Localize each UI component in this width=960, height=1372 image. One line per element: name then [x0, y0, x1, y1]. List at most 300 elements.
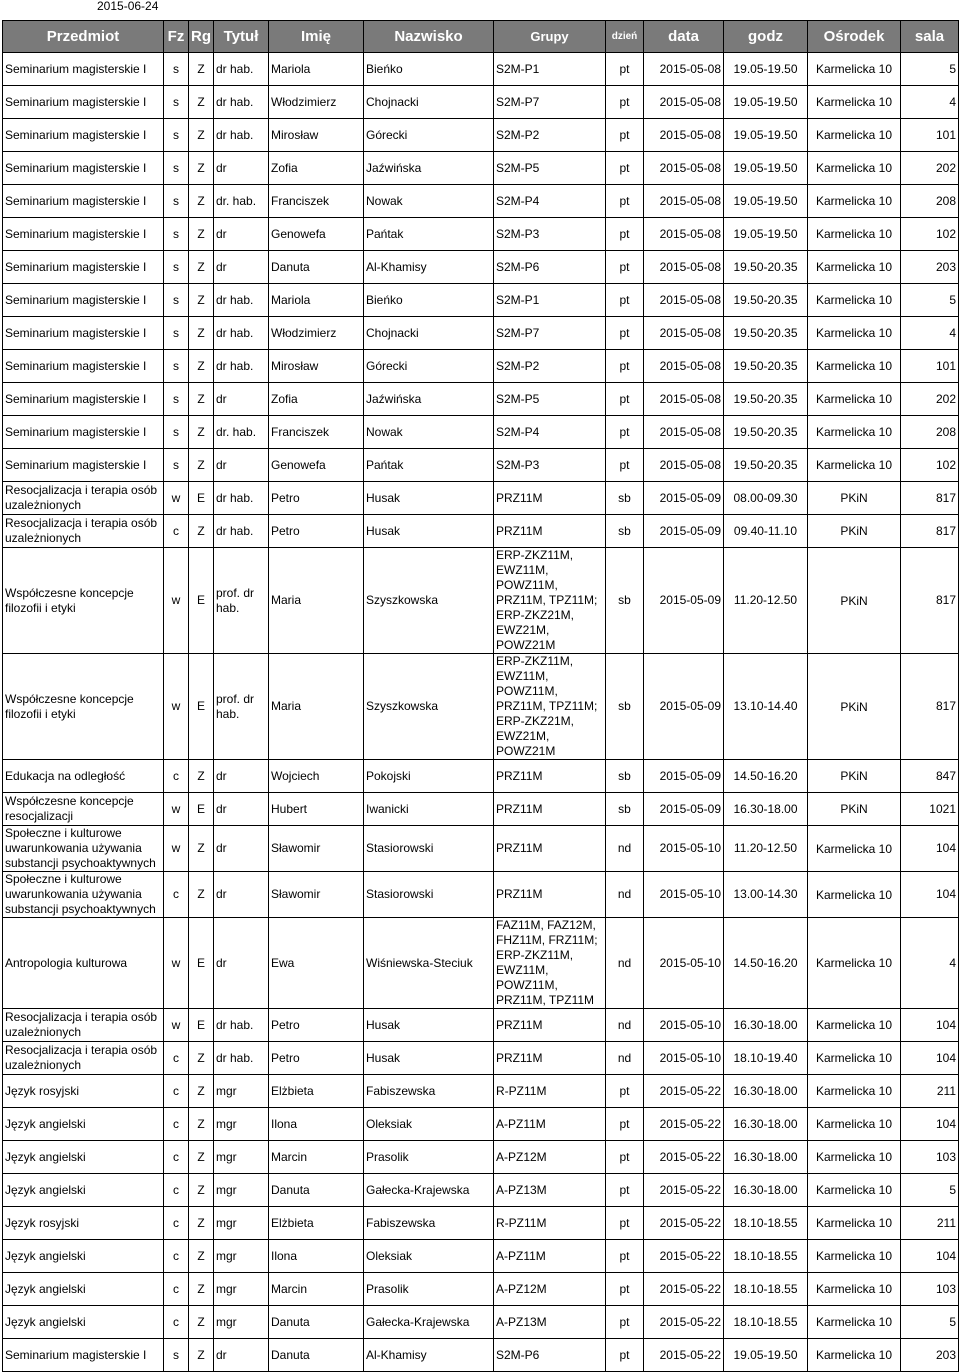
cell-sala: 208 [901, 185, 959, 218]
cell-przedmiot: Społeczne i kulturowe uwarunkowania używania substancji psychoaktywnych [3, 872, 164, 918]
cell-godz: 09.40-11.10 [724, 515, 808, 548]
cell-rg: Z [189, 251, 214, 284]
cell-sala: 4 [901, 317, 959, 350]
cell-dzien: pt [606, 383, 644, 416]
cell-godz: 19.50-20.35 [724, 284, 808, 317]
cell-osrodek: Karmelicka 10 [808, 218, 901, 251]
cell-godz: 18.10-18.55 [724, 1207, 808, 1240]
cell-osrodek: Karmelicka 10 [808, 53, 901, 86]
cell-grupy: FAZ11M, FAZ12M, FHZ11M, FRZ11M; ERP-ZKZ11M, EWZ11M, POWZ11M, PRZ11M, TPZ11M [494, 918, 606, 1009]
cell-przedmiot: Język angielski [3, 1240, 164, 1273]
cell-nazwisko: Pańtak [364, 449, 494, 482]
cell-przedmiot: Język rosyjski [3, 1207, 164, 1240]
cell-imie: Franciszek [269, 416, 364, 449]
cell-fz: w [164, 548, 189, 654]
cell-nazwisko: Pokojski [364, 760, 494, 793]
cell-nazwisko: Wiśniewska-Steciuk [364, 918, 494, 1009]
table-row [3, 251, 959, 284]
cell-tytul: dr [214, 826, 269, 872]
cell-godz: 13.00-14.30 [724, 872, 808, 918]
header-data: data [644, 21, 724, 53]
cell-grupy: PRZ11M [494, 482, 606, 515]
table-row [3, 86, 959, 119]
cell-imie: Marcin [269, 1141, 364, 1174]
cell-fz: c [164, 1042, 189, 1075]
header-rg: Rg [189, 21, 214, 53]
cell-osrodek: PKiN [808, 793, 901, 826]
cell-tytul: dr [214, 251, 269, 284]
cell-tytul: dr [214, 152, 269, 185]
cell-data: 2015-05-22 [644, 1174, 724, 1207]
cell-grupy: S2M-P1 [494, 284, 606, 317]
cell-przedmiot: Seminarium magisterskie I [3, 284, 164, 317]
table-row [3, 449, 959, 482]
cell-data: 2015-05-08 [644, 152, 724, 185]
cell-sala: 817 [901, 482, 959, 515]
cell-nazwisko: Al-Khamisy [364, 1339, 494, 1372]
cell-tytul: dr. hab. [214, 416, 269, 449]
cell-dzien: sb [606, 793, 644, 826]
cell-dzien: pt [606, 350, 644, 383]
cell-dzien: pt [606, 1240, 644, 1273]
cell-grupy: S2M-P3 [494, 218, 606, 251]
cell-rg: Z [189, 826, 214, 872]
cell-tytul: dr. hab. [214, 185, 269, 218]
cell-dzien: sb [606, 760, 644, 793]
cell-godz: 16.30-18.00 [724, 1141, 808, 1174]
cell-nazwisko: Chojnacki [364, 317, 494, 350]
cell-osrodek: Karmelicka 10 [808, 872, 901, 918]
cell-imie: Mariola [269, 53, 364, 86]
cell-przedmiot: Resocjalizacja i terapia osób uzależnionych [3, 515, 164, 548]
cell-tytul: mgr [214, 1174, 269, 1207]
cell-tytul: dr hab. [214, 515, 269, 548]
cell-fz: w [164, 654, 189, 760]
cell-godz: 16.30-18.00 [724, 793, 808, 826]
cell-rg: Z [189, 383, 214, 416]
cell-data: 2015-05-08 [644, 449, 724, 482]
cell-tytul: mgr [214, 1141, 269, 1174]
cell-grupy: A-PZ12M [494, 1273, 606, 1306]
cell-nazwisko: Gałecka-Krajewska [364, 1306, 494, 1339]
cell-grupy: ERP-ZKZ11M, EWZ11M, POWZ11M, PRZ11M, TPZ11M; ERP-ZKZ21M, EWZ21M, POWZ21M [494, 654, 606, 760]
cell-rg: Z [189, 1207, 214, 1240]
cell-imie: Danuta [269, 1174, 364, 1207]
cell-nazwisko: Nowak [364, 416, 494, 449]
header-grupy: Grupy [494, 21, 606, 53]
cell-osrodek: Karmelicka 10 [808, 918, 901, 1009]
cell-data: 2015-05-08 [644, 218, 724, 251]
cell-grupy: PRZ11M [494, 760, 606, 793]
cell-fz: s [164, 86, 189, 119]
cell-dzien: pt [606, 1174, 644, 1207]
cell-przedmiot: Seminarium magisterskie I [3, 86, 164, 119]
cell-data: 2015-05-09 [644, 793, 724, 826]
table-row [3, 482, 959, 515]
cell-nazwisko: Nowak [364, 185, 494, 218]
cell-osrodek: Karmelicka 10 [808, 1075, 901, 1108]
table-row [3, 152, 959, 185]
cell-przedmiot: Seminarium magisterskie I [3, 317, 164, 350]
cell-sala: 104 [901, 872, 959, 918]
cell-fz: w [164, 1009, 189, 1042]
cell-dzien: pt [606, 251, 644, 284]
cell-grupy: PRZ11M [494, 793, 606, 826]
cell-imie: Petro [269, 1042, 364, 1075]
cell-nazwisko: Prasolik [364, 1141, 494, 1174]
cell-fz: s [164, 1339, 189, 1372]
cell-fz: c [164, 1306, 189, 1339]
cell-sala: 104 [901, 1240, 959, 1273]
cell-godz: 19.50-20.35 [724, 350, 808, 383]
cell-osrodek: Karmelicka 10 [808, 1306, 901, 1339]
cell-sala: 5 [901, 1306, 959, 1339]
cell-tytul: mgr [214, 1306, 269, 1339]
cell-fz: w [164, 793, 189, 826]
cell-tytul: mgr [214, 1273, 269, 1306]
table-row [3, 416, 959, 449]
cell-sala: 104 [901, 826, 959, 872]
cell-dzien: sb [606, 515, 644, 548]
cell-nazwisko: Prasolik [364, 1273, 494, 1306]
cell-imie: Petro [269, 515, 364, 548]
table-row [3, 53, 959, 86]
cell-fz: s [164, 284, 189, 317]
cell-przedmiot: Seminarium magisterskie I [3, 185, 164, 218]
header-fz: Fz [164, 21, 189, 53]
cell-rg: Z [189, 515, 214, 548]
cell-dzien: pt [606, 53, 644, 86]
cell-fz: c [164, 1141, 189, 1174]
cell-rg: E [189, 793, 214, 826]
cell-osrodek: PKiN [808, 515, 901, 548]
cell-fz: s [164, 416, 189, 449]
cell-imie: Genowefa [269, 218, 364, 251]
cell-fz: c [164, 1174, 189, 1207]
cell-imie: Mirosław [269, 350, 364, 383]
cell-sala: 104 [901, 1009, 959, 1042]
cell-tytul: mgr [214, 1207, 269, 1240]
cell-godz: 18.10-18.55 [724, 1306, 808, 1339]
cell-fz: w [164, 482, 189, 515]
cell-osrodek: Karmelicka 10 [808, 826, 901, 872]
cell-dzien: sb [606, 482, 644, 515]
cell-fz: s [164, 383, 189, 416]
cell-godz: 19.50-20.35 [724, 383, 808, 416]
cell-tytul: prof. dr hab. [214, 654, 269, 760]
cell-fz: s [164, 449, 189, 482]
cell-sala: 102 [901, 449, 959, 482]
cell-imie: Zofia [269, 152, 364, 185]
cell-tytul: dr hab. [214, 1042, 269, 1075]
cell-grupy: S2M-P3 [494, 449, 606, 482]
cell-imie: Petro [269, 1009, 364, 1042]
cell-sala: 202 [901, 152, 959, 185]
table-row [3, 548, 959, 654]
cell-tytul: mgr [214, 1240, 269, 1273]
cell-nazwisko: Górecki [364, 350, 494, 383]
cell-rg: Z [189, 1174, 214, 1207]
cell-grupy: PRZ11M [494, 872, 606, 918]
cell-data: 2015-05-08 [644, 86, 724, 119]
table-row [3, 515, 959, 548]
cell-sala: 104 [901, 1042, 959, 1075]
cell-grupy: A-PZ11M [494, 1108, 606, 1141]
cell-grupy: S2M-P5 [494, 383, 606, 416]
cell-dzien: pt [606, 317, 644, 350]
cell-nazwisko: Iwanicki [364, 793, 494, 826]
cell-osrodek: Karmelicka 10 [808, 317, 901, 350]
cell-imie: Petro [269, 482, 364, 515]
cell-imie: Ilona [269, 1108, 364, 1141]
cell-data: 2015-05-08 [644, 185, 724, 218]
cell-grupy: ERP-ZKZ11M, EWZ11M, POWZ11M, PRZ11M, TPZ11M; ERP-ZKZ21M, EWZ21M, POWZ21M [494, 548, 606, 654]
cell-nazwisko: Husak [364, 482, 494, 515]
cell-data: 2015-05-10 [644, 1042, 724, 1075]
cell-rg: Z [189, 872, 214, 918]
cell-tytul: dr hab. [214, 482, 269, 515]
cell-osrodek: Karmelicka 10 [808, 119, 901, 152]
cell-tytul: dr hab. [214, 1009, 269, 1042]
cell-data: 2015-05-22 [644, 1240, 724, 1273]
cell-imie: Danuta [269, 1339, 364, 1372]
cell-dzien: pt [606, 1075, 644, 1108]
cell-dzien: pt [606, 218, 644, 251]
table-row [3, 1174, 959, 1207]
cell-grupy: S2M-P5 [494, 152, 606, 185]
cell-tytul: dr [214, 793, 269, 826]
cell-imie: Marcin [269, 1273, 364, 1306]
cell-godz: 19.05-19.50 [724, 53, 808, 86]
cell-osrodek: Karmelicka 10 [808, 152, 901, 185]
header-imie: Imię [269, 21, 364, 53]
header-row [3, 21, 959, 53]
cell-grupy: S2M-P4 [494, 416, 606, 449]
cell-godz: 16.30-18.00 [724, 1108, 808, 1141]
cell-grupy: A-PZ13M [494, 1174, 606, 1207]
cell-dzien: pt [606, 1273, 644, 1306]
cell-tytul: dr [214, 872, 269, 918]
cell-data: 2015-05-10 [644, 1009, 724, 1042]
cell-nazwisko: Al-Khamisy [364, 251, 494, 284]
cell-data: 2015-05-08 [644, 350, 724, 383]
cell-data: 2015-05-22 [644, 1207, 724, 1240]
cell-data: 2015-05-09 [644, 515, 724, 548]
cell-fz: w [164, 826, 189, 872]
cell-osrodek: Karmelicka 10 [808, 350, 901, 383]
cell-osrodek: Karmelicka 10 [808, 86, 901, 119]
cell-imie: Danuta [269, 1306, 364, 1339]
cell-rg: E [189, 654, 214, 760]
cell-sala: 817 [901, 654, 959, 760]
cell-rg: Z [189, 449, 214, 482]
table-row [3, 119, 959, 152]
cell-nazwisko: Stasiorowski [364, 872, 494, 918]
cell-data: 2015-05-08 [644, 416, 724, 449]
cell-przedmiot: Współczesne koncepcje filozofii i etyki [3, 654, 164, 760]
cell-godz: 08.00-09.30 [724, 482, 808, 515]
cell-przedmiot: Język angielski [3, 1141, 164, 1174]
table-row [3, 1141, 959, 1174]
cell-data: 2015-05-22 [644, 1306, 724, 1339]
cell-osrodek: Karmelicka 10 [808, 1009, 901, 1042]
cell-grupy: A-PZ11M [494, 1240, 606, 1273]
cell-dzien: pt [606, 449, 644, 482]
cell-przedmiot: Język angielski [3, 1273, 164, 1306]
cell-sala: 102 [901, 218, 959, 251]
cell-fz: c [164, 1240, 189, 1273]
cell-sala: 817 [901, 515, 959, 548]
cell-przedmiot: Język rosyjski [3, 1075, 164, 1108]
cell-osrodek: PKiN [808, 548, 901, 654]
cell-godz: 16.30-18.00 [724, 1075, 808, 1108]
cell-fz: s [164, 119, 189, 152]
cell-osrodek: Karmelicka 10 [808, 1339, 901, 1372]
cell-przedmiot: Seminarium magisterskie I [3, 383, 164, 416]
cell-data: 2015-05-22 [644, 1108, 724, 1141]
cell-godz: 11.20-12.50 [724, 548, 808, 654]
cell-grupy: PRZ11M [494, 515, 606, 548]
cell-grupy: PRZ11M [494, 826, 606, 872]
schedule-table [2, 20, 959, 1372]
cell-imie: Genowefa [269, 449, 364, 482]
cell-tytul: mgr [214, 1108, 269, 1141]
cell-osrodek: Karmelicka 10 [808, 1042, 901, 1075]
cell-tytul: dr [214, 218, 269, 251]
cell-godz: 16.30-18.00 [724, 1009, 808, 1042]
cell-rg: Z [189, 1042, 214, 1075]
cell-godz: 19.05-19.50 [724, 218, 808, 251]
cell-imie: Sławomir [269, 826, 364, 872]
cell-rg: Z [189, 350, 214, 383]
header-sala: sala [901, 21, 959, 53]
cell-nazwisko: Fabiszewska [364, 1075, 494, 1108]
cell-rg: Z [189, 1339, 214, 1372]
cell-fz: s [164, 185, 189, 218]
cell-data: 2015-05-09 [644, 760, 724, 793]
cell-nazwisko: Chojnacki [364, 86, 494, 119]
cell-przedmiot: Współczesne koncepcje resocjalizacji [3, 793, 164, 826]
cell-godz: 19.50-20.35 [724, 449, 808, 482]
cell-rg: Z [189, 416, 214, 449]
cell-godz: 16.30-18.00 [724, 1174, 808, 1207]
cell-dzien: pt [606, 185, 644, 218]
cell-dzien: nd [606, 918, 644, 1009]
table-row [3, 1273, 959, 1306]
cell-imie: Ilona [269, 1240, 364, 1273]
cell-nazwisko: Husak [364, 1009, 494, 1042]
cell-przedmiot: Seminarium magisterskie I [3, 251, 164, 284]
cell-rg: Z [189, 218, 214, 251]
cell-nazwisko: Jaźwińska [364, 152, 494, 185]
cell-grupy: S2M-P4 [494, 185, 606, 218]
cell-grupy: S2M-P6 [494, 1339, 606, 1372]
cell-imie: Mariola [269, 284, 364, 317]
cell-rg: Z [189, 284, 214, 317]
cell-rg: Z [189, 760, 214, 793]
cell-nazwisko: Husak [364, 1042, 494, 1075]
table-row [3, 1339, 959, 1372]
header-godz: godz [724, 21, 808, 53]
cell-przedmiot: Język angielski [3, 1108, 164, 1141]
cell-nazwisko: Stasiorowski [364, 826, 494, 872]
cell-przedmiot: Współczesne koncepcje filozofii i etyki [3, 548, 164, 654]
cell-data: 2015-05-09 [644, 548, 724, 654]
cell-rg: Z [189, 119, 214, 152]
cell-grupy: R-PZ11M [494, 1075, 606, 1108]
cell-rg: Z [189, 1075, 214, 1108]
cell-godz: 19.05-19.50 [724, 1339, 808, 1372]
cell-tytul: mgr [214, 1075, 269, 1108]
cell-nazwisko: Jaźwińska [364, 383, 494, 416]
cell-fz: c [164, 760, 189, 793]
cell-godz: 19.05-19.50 [724, 185, 808, 218]
cell-imie: Hubert [269, 793, 364, 826]
cell-tytul: dr [214, 918, 269, 1009]
table-row [3, 654, 959, 760]
cell-sala: 101 [901, 119, 959, 152]
cell-przedmiot: Seminarium magisterskie I [3, 152, 164, 185]
cell-przedmiot: Seminarium magisterskie I [3, 119, 164, 152]
cell-sala: 104 [901, 1108, 959, 1141]
cell-dzien: pt [606, 1141, 644, 1174]
cell-imie: Mirosław [269, 119, 364, 152]
cell-data: 2015-05-08 [644, 251, 724, 284]
cell-imie: Elżbieta [269, 1075, 364, 1108]
cell-przedmiot: Język angielski [3, 1174, 164, 1207]
cell-osrodek: Karmelicka 10 [808, 1240, 901, 1273]
cell-osrodek: Karmelicka 10 [808, 1108, 901, 1141]
cell-rg: E [189, 482, 214, 515]
cell-grupy: S2M-P6 [494, 251, 606, 284]
cell-grupy: S2M-P7 [494, 86, 606, 119]
cell-fz: c [164, 1273, 189, 1306]
cell-grupy: A-PZ12M [494, 1141, 606, 1174]
cell-rg: E [189, 918, 214, 1009]
cell-godz: 18.10-18.55 [724, 1273, 808, 1306]
table-row [3, 793, 959, 826]
cell-tytul: dr [214, 383, 269, 416]
cell-przedmiot: Seminarium magisterskie I [3, 449, 164, 482]
cell-sala: 211 [901, 1075, 959, 1108]
table-row [3, 1306, 959, 1339]
cell-fz: s [164, 251, 189, 284]
cell-rg: Z [189, 1306, 214, 1339]
cell-sala: 103 [901, 1273, 959, 1306]
cell-rg: E [189, 548, 214, 654]
cell-godz: 14.50-16.20 [724, 918, 808, 1009]
cell-sala: 208 [901, 416, 959, 449]
cell-data: 2015-05-10 [644, 872, 724, 918]
cell-tytul: dr [214, 760, 269, 793]
cell-godz: 18.10-18.55 [724, 1240, 808, 1273]
cell-osrodek: Karmelicka 10 [808, 1141, 901, 1174]
cell-dzien: sb [606, 548, 644, 654]
cell-godz: 18.10-19.40 [724, 1042, 808, 1075]
cell-osrodek: Karmelicka 10 [808, 251, 901, 284]
cell-przedmiot: Edukacja na odległość [3, 760, 164, 793]
schedule-body [3, 53, 959, 1372]
cell-nazwisko: Husak [364, 515, 494, 548]
cell-przedmiot: Seminarium magisterskie I [3, 1339, 164, 1372]
cell-data: 2015-05-10 [644, 826, 724, 872]
cell-imie: Ewa [269, 918, 364, 1009]
cell-imie: Włodzimierz [269, 86, 364, 119]
cell-osrodek: Karmelicka 10 [808, 284, 901, 317]
cell-data: 2015-05-10 [644, 918, 724, 1009]
cell-nazwisko: Oleksiak [364, 1240, 494, 1273]
cell-imie: Maria [269, 654, 364, 760]
